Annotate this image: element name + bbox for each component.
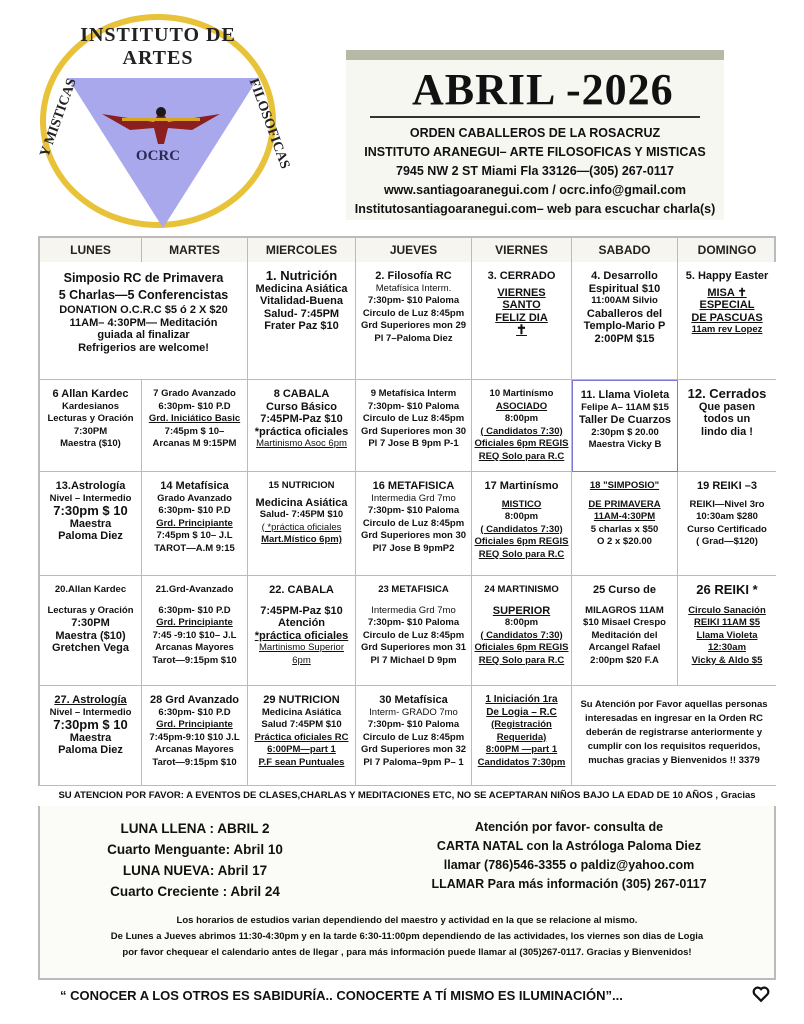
cell-line: Medicina Asiática — [261, 706, 342, 718]
cell-line: Pl 7 Michael D 9pm — [370, 654, 457, 666]
cell-line: Arcanas Mayores — [155, 744, 234, 755]
cell-line: Maestra ($10) — [60, 438, 121, 449]
cell-line: Kardesianos — [61, 400, 120, 412]
cell-line: Circulo de Luz 8:45pm — [362, 731, 465, 743]
calendar-cell — [572, 472, 678, 576]
cell-line: 7:45PM-Paz $10 — [260, 413, 343, 425]
web-charlas[interactable]: Institutosantiagoaranegui.com– web para escuchar charla(s) — [354, 202, 716, 216]
cell-line: Tarot—9:15pm $10 — [152, 756, 237, 768]
calendar-cell — [678, 576, 776, 686]
cell-line: Pl 7 Paloma–9pm P– 1 — [363, 756, 464, 768]
calendar-grid — [38, 236, 776, 806]
cell-line: Circulo de Luz 8:45pm — [362, 629, 465, 641]
cell-line: DE PASCUAS — [691, 311, 763, 324]
carta-line: CARTA NATAL con la Astróloga Paloma Diez — [436, 839, 702, 853]
cell-line: 7:45pm $ 10– — [164, 425, 225, 437]
cell-line: REQ Solo para R.C — [478, 654, 565, 666]
header-address — [350, 124, 720, 219]
cell-line: Salud- 7:45PM — [263, 307, 340, 320]
cell-line: Salud 7:45PM $10 — [261, 719, 342, 730]
cell-line: DE PRIMAVERA — [588, 498, 661, 510]
calendar-cell — [142, 472, 248, 576]
cell-line: ASOCIADO — [495, 400, 548, 412]
day-header: LUNES — [40, 238, 142, 262]
cell-line: Grd Superiores mon 30 — [360, 530, 467, 541]
cell-line: $10 Misael Crespo — [583, 617, 666, 628]
moon-phase: LUNA NUEVA: Abril 17 — [122, 863, 268, 878]
cell-line: Salud- 7:45PM $10 — [259, 509, 344, 520]
cell-line: 2:00PM $15 — [594, 332, 655, 345]
winged-figure-icon — [102, 104, 220, 148]
cell-line: Grd Superiores mon 30 — [360, 425, 467, 437]
cell-line: Nivel – Intermedio — [49, 706, 132, 718]
cell-line: 19 REIKI –3 — [697, 480, 757, 492]
cell-line: 8:00pm — [504, 511, 539, 522]
cell-line: Práctica oficiales RC — [254, 731, 349, 743]
cell-line: 24 MARTINISMO — [484, 584, 559, 595]
cell-line: ( Candidatos 7:30) — [480, 629, 563, 641]
calendar-cell — [356, 576, 472, 686]
cell-line: ( Grad—$120) — [696, 536, 758, 547]
cell-line: 7:30pm- $10 Paloma — [367, 719, 460, 730]
cell-line: FELIZ DIA — [495, 311, 548, 324]
cell-line: REQ Solo para R.C — [478, 450, 565, 462]
cell-line: Espiritual $10 — [588, 282, 661, 295]
cell-line: 1. Nutrición — [265, 268, 338, 283]
cell-line: 7:45 -9:10 $10– J.L — [152, 629, 237, 641]
cell-line: 7:45pm $ 10– J.L — [156, 530, 233, 541]
calendar-cell — [248, 576, 356, 686]
cell-line: Candidatos 7:30pm — [477, 756, 566, 768]
web-email[interactable]: www.santiagoaranegui.com / ocrc.info@gmail.com — [383, 183, 687, 197]
cross-icon: ✝ — [516, 322, 527, 337]
cell-line: Grd Superiores mon 32 — [360, 744, 467, 755]
cell-line: 11AM– 4:30PM— Meditación — [69, 316, 218, 329]
cell-line: 7 Grado Avanzado — [153, 388, 236, 399]
cell-line: Requerida) — [496, 731, 547, 743]
cell-line: MILAGROS 11AM — [585, 604, 664, 616]
cell-line: 7:45PM-Paz $10 — [260, 604, 343, 617]
day-header: JUEVES — [356, 238, 472, 262]
cell-line: 22. CABALA — [269, 584, 334, 596]
logo-top-text: INSTITUTO DE ARTES — [80, 24, 236, 69]
cell-line: 9 Metafísica Interm — [370, 388, 457, 399]
cell-line: Felipe A– 11AM $15 — [581, 401, 669, 413]
cell-line: 12:30am — [707, 642, 747, 653]
cell-line: 6:30pm- $10 P.D — [158, 706, 231, 718]
cell-line: 2:00pm $20 F.A — [590, 654, 659, 666]
cell-line: 17 Martinísmo — [484, 480, 559, 492]
cell-line: 23 METAFISICA — [378, 584, 449, 595]
schedule-line: por favor chequear el calendario antes de llegar , para más información puede llamar al (305)267-0117. Gracias y Bienvenidos! — [122, 947, 692, 958]
cell-line: 11am rev Lopez — [691, 324, 763, 335]
cell-line: Grado Avanzado — [157, 492, 232, 504]
schedule-line: Los horarios de estudios varian dependiendo del maestro y actividad en la que se relacione al mismo. — [176, 915, 638, 926]
cell-line: ESPECIAL — [699, 299, 755, 311]
logo-right-text: FILOSOFICAS — [245, 76, 293, 171]
cell-line: Intermedia Grd 7mo — [371, 604, 456, 616]
cell-line: 11. Llama Violeta — [580, 389, 670, 401]
cell-line: Llama Violeta — [696, 629, 758, 641]
calendar-cell — [472, 576, 572, 686]
cell-line: Martinismo Superior — [259, 642, 344, 653]
cell-line: Lecturas y Oración — [47, 413, 134, 424]
calendar-cell — [356, 686, 472, 786]
calendar-cell — [572, 262, 678, 380]
cell-line: Vitalidad-Buena — [260, 295, 343, 307]
cell-line: 4. Desarrollo — [591, 270, 658, 282]
calendar-cell — [678, 262, 776, 380]
cell-line: Pl 7–Paloma Diez — [374, 332, 453, 344]
cell-line: 12. Cerrados — [687, 386, 767, 401]
cell-line: DONATION O.C.R.C $5 ó 2 X $20 — [59, 304, 228, 316]
calendar-cell — [40, 576, 142, 686]
cell-line: 10 Martinísmo — [489, 388, 554, 399]
moon-phases — [60, 818, 330, 902]
schedule-line: De Lunes a Jueves abrimos 11:30-4:30pm y en la tarde 6:30-11:00pm dependiendo de las actividades, los viernes son dias de Logia — [110, 931, 704, 942]
cell-line: SUPERIOR — [492, 604, 551, 617]
cell-line: 10:30am $280 — [696, 511, 758, 522]
calendar-cell — [248, 262, 356, 380]
cell-line: 7:30pm- $10 Paloma — [367, 295, 460, 306]
cell-line: Grd. Principiante — [156, 517, 233, 529]
cell-line: Frater Paz $10 — [264, 320, 339, 332]
cell-line: *práctica oficiales — [254, 425, 349, 438]
cell-line: 8 CABALA — [273, 388, 330, 400]
cell-line: guiada al finalizar — [97, 329, 190, 341]
cell-line: Curso Básico — [266, 400, 337, 413]
calendar-cell — [356, 262, 472, 380]
cell-line: Nivel – Intermedio — [49, 492, 132, 504]
cell-line: 5 charlas x $50 — [590, 523, 659, 535]
cell-line: Paloma Diez — [58, 530, 123, 542]
cell-line: Pl7 Jose B 9pmP2 — [372, 542, 455, 554]
cell-line: Grd Superiores mon 29 — [360, 320, 467, 331]
moon-phase: Cuarto Menguante: Abril 10 — [107, 842, 283, 857]
cell-line: VIERNES — [497, 286, 546, 299]
calendar-cell — [142, 686, 248, 786]
cell-line: REQ Solo para R.C — [478, 548, 565, 560]
cell-line: Circulo de Luz 8:45pm — [362, 413, 465, 424]
calendar-cell — [40, 262, 248, 380]
cell-line: ( Candidatos 7:30) — [480, 523, 563, 535]
day-header: DOMINGO — [697, 243, 757, 257]
cell-line: 7:30pm $ 10 — [53, 717, 128, 732]
cell-line: 7:30pm- $10 Paloma — [367, 505, 460, 516]
calendar-cell — [472, 472, 572, 576]
membership-note — [572, 686, 776, 786]
cell-line: Gretchen Vega — [51, 642, 130, 654]
cell-line: Arcanas M 9:15PM — [152, 438, 237, 449]
cell-line: Metafísica Interm. — [375, 282, 452, 294]
cell-line: Maestra — [69, 517, 112, 530]
cell-line: Refrigerios are welcome! — [78, 341, 209, 354]
cell-line: O 2 x $20.00 — [597, 536, 652, 547]
cell-line: Medicina Asiática — [255, 282, 348, 295]
day-header: MIERCOLES — [248, 238, 356, 262]
calendar-cell — [248, 686, 356, 786]
calendar-cell — [678, 380, 776, 472]
day-header: VIERNES — [472, 238, 572, 262]
title-underline — [370, 116, 700, 118]
carta-line[interactable]: llamar (786)546-3355 o paldiz@yahoo.com — [443, 858, 695, 872]
cell-line: *práctica oficiales — [254, 629, 349, 642]
cell-line: (Registración — [491, 719, 552, 730]
calendar-cell — [472, 262, 572, 380]
logo-ocrc: OCRC — [135, 148, 181, 164]
cell-line: 7:30pm- $10 Paloma — [367, 617, 460, 628]
calendar-cell — [40, 686, 142, 786]
cell-line: 15 NUTRICION — [268, 480, 335, 491]
cell-line: TAROT—A.M 9:15 — [154, 542, 235, 554]
cell-line: 25 Curso de — [593, 584, 656, 596]
cell-line: 6:30pm- $10 P.D — [158, 400, 231, 412]
natal-chart-info — [404, 818, 734, 894]
cell-line: 6:30pm- $10 P.D — [158, 505, 231, 516]
carta-line: Atención por favor- consulta de — [474, 820, 664, 834]
cell-line: ( Candidatos 7:30) — [480, 425, 563, 437]
cell-line: 28 Grd Avanzado — [149, 694, 240, 706]
cell-line: MISA ✝ — [707, 286, 747, 299]
cell-line: Mart.Místico 6pm) — [261, 534, 342, 545]
cell-line: 8:00pm — [504, 413, 539, 424]
day-header: SABADO — [572, 238, 678, 262]
cell-line: 14 Metafísica — [160, 480, 229, 492]
cell-line: 2. Filosofía RC — [375, 270, 452, 282]
cell-line: Paloma Diez — [58, 744, 123, 756]
cell-line: 16 METAFISICA — [372, 480, 455, 492]
cell-line: Caballeros del — [586, 307, 663, 320]
cell-line: 8:00pm — [504, 617, 539, 628]
cell-line: Arcangel Rafael — [588, 642, 661, 653]
calendar-cell — [40, 380, 142, 472]
cell-line: Grd Superiores mon 31 — [360, 642, 467, 653]
page-title: ABRIL -2026 — [412, 65, 674, 114]
cell-line: 21.Grd-Avanzado — [155, 584, 234, 595]
calendar-cell — [572, 576, 678, 686]
cell-line: 6:00PM—part 1 — [267, 744, 336, 755]
cell-line: Maestra — [69, 731, 112, 744]
cell-line: 8:00PM —part 1 — [485, 744, 558, 755]
cell-line: Meditación del — [591, 629, 658, 641]
cell-line: 7:30pm- $10 Paloma — [367, 400, 460, 412]
cell-line: De Logia – R.C — [486, 706, 557, 718]
calendar-cell — [678, 472, 776, 576]
cell-line: 7:30PM — [73, 425, 108, 437]
calendar-cell — [356, 472, 472, 576]
cell-line: 6pm — [292, 654, 311, 666]
cell-line: lindo dia ! — [701, 425, 753, 438]
cell-line: 5 Charlas—5 Conferencistas — [58, 288, 229, 302]
cell-line: 26 REIKI * — [696, 582, 758, 597]
calendar-cell — [248, 380, 356, 472]
cell-line: 7:45pm-9:10 $10 J.L — [149, 731, 240, 743]
cell-line: 7:30pm $ 10 — [53, 503, 128, 518]
cell-line: 30 Metafísica — [379, 694, 448, 706]
cell-line: 3. CERRADO — [487, 270, 556, 282]
cell-line: Martinismo Asoc 6pm — [256, 438, 347, 449]
cell-line: Maestra Vicky B — [588, 439, 662, 450]
note-text: Su Atención por Favor aquellas personas interesadas en ingresar en la Orden RC deberán de registrarse anteriormente y cumplir con los requisitos requeridos, muchas gracias y Bienvenidos !! 3379 — [580, 699, 768, 766]
cell-line: 6:30pm- $10 P.D — [158, 604, 231, 616]
cell-line: Pl 7 Jose B 9pm P-1 — [368, 438, 459, 449]
cell-line: 11AM-4:30PM — [593, 511, 656, 522]
cell-line: Circulo Sanación — [688, 604, 766, 616]
cell-line: Oficiales 6pm REGIS — [474, 642, 569, 653]
cell-line: Medicina Asiática — [255, 496, 348, 509]
cell-line: 5. Happy Easter — [685, 270, 769, 282]
cell-line: 18 "SIMPOSIO" — [589, 480, 660, 491]
calendar-cell — [248, 472, 356, 576]
cell-line: todos un — [703, 413, 751, 425]
cell-line: 1 Iniciación 1ra — [485, 694, 558, 705]
org-name: ORDEN CABALLEROS DE LA ROSACRUZ — [409, 126, 661, 140]
cell-line: Atención — [277, 617, 326, 629]
calendar-cell — [142, 380, 248, 472]
institute-name: INSTITUTO ARANEGUI– ARTE FILOSOFICAS Y MISTICAS — [364, 145, 706, 159]
moon-phase: LUNA LLENA : ABRIL 2 — [120, 821, 270, 836]
cell-line: REIKI—Nivel 3ro — [689, 498, 765, 510]
heart-icon — [752, 985, 770, 1003]
calendar-cell — [142, 576, 248, 686]
moon-phase: Cuarto Creciente : Abril 24 — [110, 884, 280, 899]
cell-line: Oficiales 6pm REGIS — [474, 438, 569, 449]
footer-quote: “ CONOCER A LOS OTROS ES SABIDURÍA.. CONOCERTE A TÍ MISMO ES ILUMINACIÓN”... — [60, 988, 623, 1003]
day-header: MARTES — [142, 238, 248, 262]
cell-line: Lecturas y Oración — [47, 604, 134, 616]
schedule-notes — [50, 913, 764, 961]
cell-line: Curso Certificado — [687, 523, 767, 535]
cell-line: Taller De Cuarzos — [578, 414, 672, 426]
calendar-cell — [472, 380, 572, 472]
calendar-cell — [356, 380, 472, 472]
cell-line: 6 Allan Kardec — [52, 388, 129, 400]
cell-line: Templo-Mario P — [583, 320, 666, 332]
calendar-cell — [40, 472, 142, 576]
cell-line: 29 NUTRICION — [263, 694, 340, 706]
institute-logo — [37, 14, 293, 228]
cell-line: P.F sean Puntuales — [258, 756, 345, 768]
cell-line: Grd. Principiante — [156, 617, 233, 628]
carta-line: LLAMAR Para más información (305) 267-0117 — [431, 877, 707, 891]
cell-line: 13.Astrología — [55, 480, 126, 492]
logo-left-text: Y MISTICAS — [37, 76, 80, 160]
header-band — [346, 50, 724, 60]
cell-line: MISTICO — [501, 498, 542, 510]
cell-line: 27. Astrología — [54, 694, 127, 706]
calendar-cell — [472, 686, 572, 786]
cell-line: Interm- GRADO 7mo — [369, 706, 458, 718]
cell-line: Simposio RC de Primavera — [63, 271, 224, 285]
cell-line: 20.Allan Kardec — [54, 584, 127, 595]
calendar-cell — [572, 380, 678, 472]
cell-line: Vicky & Aldo $5 — [691, 654, 763, 666]
cell-line: 11:00AM Silvio — [591, 295, 658, 306]
cell-line: Circulo de Luz 8:45pm — [362, 307, 465, 319]
cell-line: Grd. Iniciático Basic — [148, 413, 241, 424]
attention-notice: SU ATENCION POR FAVOR: A EVENTOS DE CLASES,CHARLAS Y MEDITACIONES ETC, NO SE ACEPTARAN NIÑOS BAJO LA EDAD DE 10 AÑOS , Gracias — [38, 786, 776, 806]
address-line: 7945 NW 2 ST Miami Fla 33126—(305) 267-0117 — [396, 164, 674, 178]
cell-line: ( *práctica oficiales — [261, 521, 342, 533]
cell-line: Intermedia Grd 7mo — [371, 492, 456, 504]
cell-line: Arcanas Mayores — [155, 642, 234, 653]
cell-line: 7:30PM — [71, 617, 110, 629]
cell-line: REIKI 11AM $5 — [694, 617, 760, 628]
cell-line: Oficiales 6pm REGIS — [474, 536, 569, 547]
cell-line: Circulo de Luz 8:45pm — [362, 517, 465, 529]
cell-line: Que pasen — [698, 400, 756, 413]
cell-line: SANTO — [502, 299, 541, 311]
cell-line: Maestra ($10) — [55, 629, 126, 642]
cell-line: Grd. Principiante — [156, 719, 233, 730]
cell-line: Tarot—9:15pm $10 — [152, 654, 237, 666]
cell-line: 2:30pm $ 20.00 — [591, 426, 659, 438]
